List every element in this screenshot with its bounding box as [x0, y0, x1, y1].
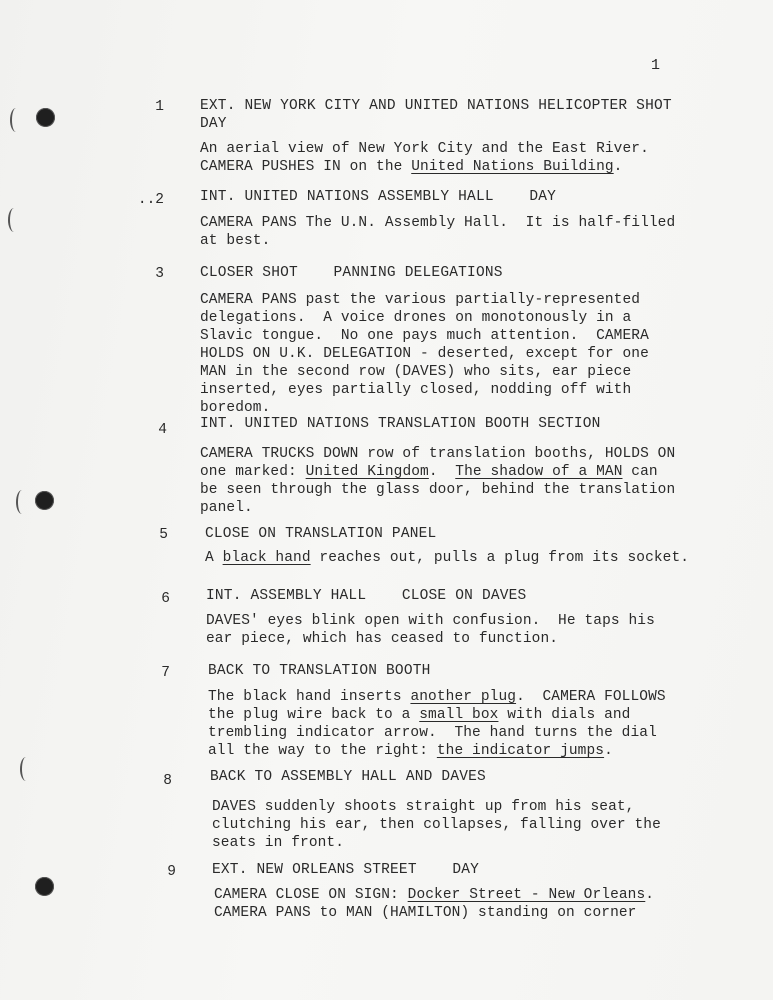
scene-number: 7	[161, 665, 170, 681]
scene-number: 4	[158, 422, 167, 438]
scene-heading: BACK TO ASSEMBLY HALL AND DAVES	[210, 769, 486, 785]
action-text: CAMERA PANS The U.N. Assembly Hall. It is half-filled at best.	[200, 215, 676, 249]
action-text: DAVES' eyes blink open with confusion. He taps his ear piece, which has ceased to function.	[206, 613, 655, 647]
action-text: CAMERA TRUCKS DOWN row of translation booths, HOLDS ON one marked:	[200, 446, 676, 480]
scene-action	[200, 445, 705, 517]
underlined-text: The shadow of a MAN	[455, 464, 623, 480]
action-text: CAMERA CLOSE ON SIGN:	[214, 887, 408, 903]
underlined-text: United Nations Building	[411, 159, 614, 175]
page-number: 1	[651, 57, 661, 74]
scene-number: 9	[167, 864, 176, 880]
binder-hole-middle	[35, 491, 54, 510]
scene-action	[214, 886, 719, 922]
scene-action	[200, 140, 705, 176]
hole-pencil-mark	[8, 208, 20, 232]
underlined-text: Docker Street - New Orleans	[407, 887, 646, 903]
binder-hole-top	[36, 108, 55, 127]
action-text: with dials and trembling indicator arrow. The hand turns the dial all the way to the right:	[208, 707, 657, 759]
action-text: An aerial view of New York City and the East River. CAMERA PUSHES IN on the	[200, 141, 649, 175]
scene-number: 8	[163, 773, 172, 789]
hole-pencil-mark	[16, 490, 28, 514]
scene-heading: INT. UNITED NATIONS TRANSLATION BOOTH SECTION	[200, 416, 601, 432]
scene-number: 6	[161, 591, 170, 607]
scene-heading: INT. UNITED NATIONS ASSEMBLY HALL DAY	[200, 189, 557, 205]
underlined-text: black hand	[222, 550, 311, 566]
action-text: The black hand inserts	[208, 689, 411, 705]
scene-action	[205, 549, 710, 567]
scene-heading: EXT. NEW ORLEANS STREET DAY	[212, 862, 480, 878]
scene-number: 5	[159, 527, 168, 543]
underlined-text: United Kingdom	[305, 464, 429, 480]
action-text: CAMERA PANS past the various partially-represented delegations. A voice drones on monotonously in a Slavic tongue. No one pays much attention. CAMERA HOLDS ON U.K. DELEGATION - deserted, except for one MAN in the second row (DAVES) who sits, ear piece inserted, eyes partially closed, nodding off with boredom.	[200, 292, 649, 416]
scene-action	[200, 214, 705, 250]
action-text: reaches out, pulls a plug from its socket.	[310, 550, 690, 566]
hole-pencil-mark	[10, 108, 22, 132]
scene-number: 1	[155, 99, 164, 115]
scene-action	[212, 798, 717, 852]
action-text: A	[205, 550, 223, 566]
action-text: .	[613, 159, 623, 175]
scene-action	[208, 688, 713, 760]
action-text: . CAMERA PANS to MAN (HAMILTON) standing on corner	[214, 887, 655, 921]
underlined-text: small box	[419, 707, 499, 723]
action-text: can be seen through the glass door, behind the translation panel.	[200, 464, 676, 516]
scene-heading: BACK TO TRANSLATION BOOTH	[208, 663, 431, 679]
underlined-text: another plug	[410, 689, 517, 705]
scene-action	[206, 612, 711, 648]
scene-action	[200, 291, 705, 417]
underlined-text: the indicator jumps	[436, 743, 605, 759]
action-text: . CAMERA FOLLOWS the plug wire back to a	[208, 689, 666, 723]
scene-heading: EXT. NEW YORK CITY AND UNITED NATIONS HELICOPTER SHOT DAY	[200, 98, 672, 132]
scene-number: 3	[155, 266, 164, 282]
action-text: .	[428, 464, 456, 480]
scene-number: ..2	[137, 192, 164, 208]
action-text: .	[604, 743, 613, 759]
scene-heading: INT. ASSEMBLY HALL CLOSE ON DAVES	[206, 588, 527, 604]
scene-heading: CLOSER SHOT PANNING DELEGATIONS	[200, 265, 503, 281]
scene-heading: CLOSE ON TRANSLATION PANEL	[205, 526, 437, 542]
hole-pencil-mark	[20, 757, 32, 781]
action-text: DAVES suddenly shoots straight up from his seat, clutching his ear, then collapses, falling over the seats in front.	[212, 799, 661, 851]
binder-hole-bottom	[35, 877, 54, 896]
